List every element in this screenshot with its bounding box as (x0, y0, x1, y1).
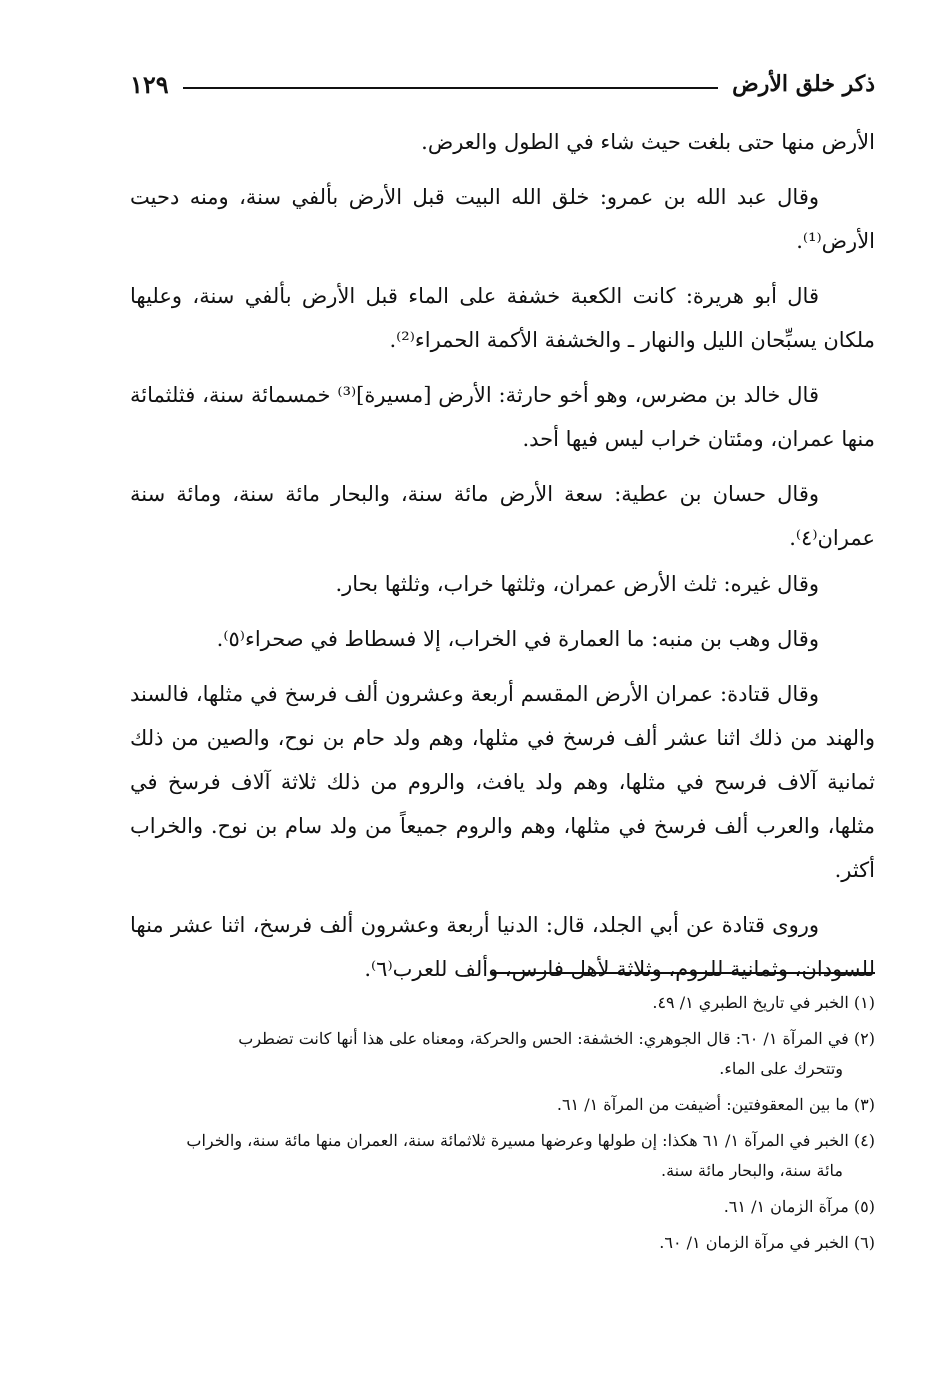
footnote-text: الخبر في تاريخ الطبري ١/ ٤٩. (652, 993, 849, 1012)
running-title: ذكر خلق الأرض (732, 71, 875, 97)
paragraph: وقال وهب بن منبه: ما العمارة في الخراب، إلا فسطاط في صحراء⁽٥⁾. (216, 627, 819, 651)
paragraph: وقال حسان بن عطية: سعة الأرض مائة سنة، والبحار مائة سنة، ومائة سنة عمران⁽٤⁾. (130, 482, 875, 550)
paragraph: وروى قتادة عن أبي الجلد، قال: الدنيا أربعة وعشرون ألف فرسخ، اثنا عشر منها للسودان، وثمانية للروم، وثلاثة لأهل فارس، وألف للعرب⁽٦⁾. (130, 913, 875, 981)
footnote (130, 1024, 875, 1084)
footnote-text: في المرآة ١/ ٦٠: قال الجوهري: الخشفة: الحس والحركة، ومعناه على هذا أنها كانت تضطرب (238, 1029, 849, 1048)
footnote-text: ما بين المعقوفتين: أضيفت من المرآة ١/ ٦١. (556, 1095, 849, 1114)
footnote-number: (٦) (853, 1233, 875, 1252)
footnote-text: الخبر في مرآة الزمان ١/ ٦٠. (659, 1233, 849, 1252)
footnote-number: (٣) (853, 1095, 875, 1114)
page-header (130, 64, 875, 104)
footnote (130, 1090, 875, 1120)
footnote (130, 1192, 875, 1222)
paragraph: وقال غيره: ثلث الأرض عمران، وثلثها خراب، وثلثها بحار. (335, 572, 819, 596)
footnote-continuation: مائة سنة، والبحار مائة سنة. (661, 1161, 843, 1180)
paragraph: قال خالد بن مضرس، وهو أخو حارثة: الأرض [مسيرة]⁽³⁾ خمسمائة سنة، فثلثمائة منها عمران، ومئتان خراب ليس فيها أحد. (130, 383, 875, 451)
footnote (130, 1126, 875, 1186)
footnote-number: (٥) (853, 1197, 875, 1216)
footnote (130, 988, 875, 1018)
footnote-number: (٤) (853, 1131, 875, 1150)
footnote-text: الخبر في المرآة ١/ ٦١ هكذا: إن طولها وعرضها مسيرة ثلاثمائة سنة، العمران منها مائة سنة، والخراب (186, 1131, 849, 1150)
page-number: ١٢٩ (130, 69, 169, 99)
footnote (130, 1228, 875, 1258)
paragraph: وقال قتادة: عمران الأرض المقسم أربعة وعشرون ألف فرسخ في مثلها، فالسند والهند من ذلك اثنا عشر ألف فرسخ في مثلها، وهم ولد حام بن نوح، والصين من ذلك ثمانية آلاف فرسح في مثلها، وهم ولد يافث، والروم من ذلك ثلاثة آلاف فرسخ في مثلها، والعرب ألف فرسخ في مثلها، وهم والروم جميعاً من ولد سام بن نوح. والخراب أكثر. (130, 682, 875, 882)
footnote-number: (١) (853, 993, 875, 1012)
main-text (130, 120, 875, 1002)
footnote-text: مرآة الزمان ١/ ٦١. (723, 1197, 849, 1216)
paragraph: قال أبو هريرة: كانت الكعبة خشفة على الماء قبل الأرض بألفي سنة، وعليها ملكان يسبِّحان الليل والنهار ـ والخشفة الأكمة الحمراء⁽²⁾. (130, 284, 875, 352)
paragraph: الأرض منها حتى بلغت حيث شاء في الطول والعرض. (421, 130, 875, 154)
footnotes (130, 988, 875, 1264)
footnote-separator (492, 972, 875, 974)
footnote-number: (٢) (853, 1029, 875, 1048)
footnote-continuation: وتتحرك على الماء. (719, 1059, 843, 1078)
header-rule (183, 87, 718, 89)
paragraph: وقال عبد الله بن عمرو: خلق الله البيت قبل الأرض بألفي سنة، ومنه دحيت الأرض⁽¹⁾. (130, 185, 875, 253)
